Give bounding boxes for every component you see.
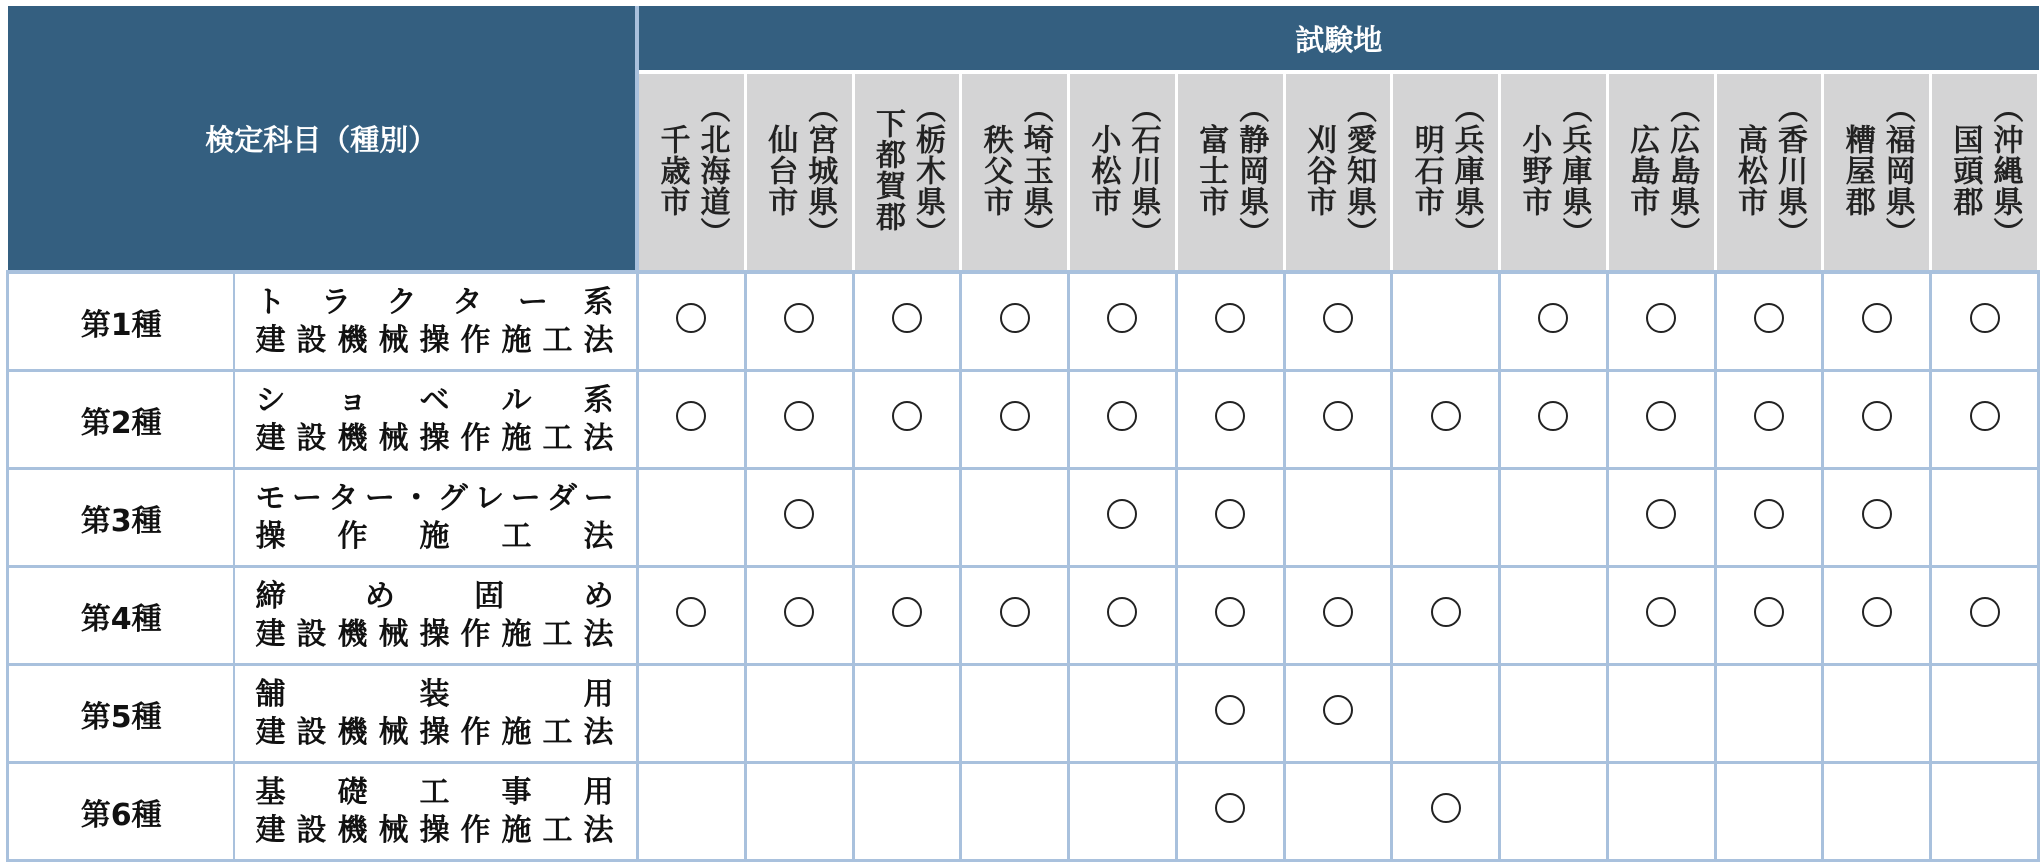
- circle-mark-icon: [1323, 303, 1353, 333]
- location-label: （広島県）広島市: [1624, 92, 1700, 248]
- site-header: 試験地: [637, 6, 2038, 72]
- subject-char: ー: [583, 480, 614, 516]
- availability-cell: [961, 272, 1069, 371]
- subject-char: ル: [501, 382, 532, 418]
- subject-char: 設: [296, 616, 327, 652]
- availability-cell: [745, 763, 853, 861]
- availability-cell: [745, 567, 853, 665]
- circle-mark-icon: [1431, 597, 1461, 627]
- availability-cell: [1607, 469, 1715, 567]
- availability-cell: [745, 469, 853, 567]
- availability-cell: [745, 272, 853, 371]
- subject-name: [234, 665, 637, 763]
- availability-cell: [1823, 763, 1931, 861]
- subject-char: タ: [328, 480, 359, 516]
- subject-char: 法: [583, 322, 614, 358]
- circle-mark-icon: [1215, 597, 1245, 627]
- location-header: [745, 72, 853, 272]
- availability-cell: [961, 763, 1069, 861]
- location-label: （香川県）高松市: [1731, 92, 1807, 248]
- availability-cell: [1500, 567, 1608, 665]
- subject-char: タ: [452, 284, 483, 320]
- availability-cell: [961, 665, 1069, 763]
- circle-mark-icon: [1215, 793, 1245, 823]
- kind-label: 第1種: [8, 272, 235, 371]
- subject-char: 操: [419, 322, 450, 358]
- availability-cell: [1931, 371, 2039, 469]
- subject-name: [234, 763, 637, 861]
- location-label: （栃木県）下都賀郡: [869, 92, 945, 248]
- availability-cell: [1715, 469, 1823, 567]
- availability-cell: [637, 371, 745, 469]
- circle-mark-icon: [1970, 597, 2000, 627]
- subject-char: 施: [419, 518, 450, 554]
- location-header: [853, 72, 961, 272]
- circle-mark-icon: [1646, 499, 1676, 529]
- circle-mark-icon: [1107, 597, 1137, 627]
- circle-mark-icon: [676, 303, 706, 333]
- circle-mark-icon: [892, 597, 922, 627]
- availability-cell: [1715, 567, 1823, 665]
- subject-char: ク: [386, 284, 417, 320]
- circle-mark-icon: [1000, 597, 1030, 627]
- subject-char: 工: [542, 616, 573, 652]
- circle-mark-icon: [1646, 303, 1676, 333]
- circle-mark-icon: [1970, 303, 2000, 333]
- subject-char: 施: [501, 812, 532, 848]
- availability-cell: [961, 371, 1069, 469]
- subject-char: 基: [255, 774, 286, 810]
- subject-char: 法: [583, 518, 614, 554]
- availability-cell: [1392, 567, 1500, 665]
- subject-char: 械: [378, 616, 409, 652]
- subject-line: [235, 284, 635, 322]
- availability-cell: [1069, 469, 1177, 567]
- availability-cell: [1284, 567, 1392, 665]
- subject-char: 工: [542, 714, 573, 750]
- availability-cell: [637, 763, 745, 861]
- subject-char: 設: [296, 812, 327, 848]
- availability-cell: [1284, 665, 1392, 763]
- subject-char: 操: [419, 420, 450, 456]
- subject-name: [234, 371, 637, 469]
- subject-line: [235, 578, 635, 616]
- table-row: [8, 272, 2039, 371]
- location-header: [961, 72, 1069, 272]
- circle-mark-icon: [1323, 401, 1353, 431]
- circle-mark-icon: [676, 401, 706, 431]
- availability-cell: [1284, 371, 1392, 469]
- availability-cell: [1931, 763, 2039, 861]
- circle-mark-icon: [1754, 499, 1784, 529]
- table-row: [8, 665, 2039, 763]
- subject-char: 用: [583, 774, 614, 810]
- circle-mark-icon: [1215, 695, 1245, 725]
- availability-cell: [1069, 567, 1177, 665]
- availability-cell: [1931, 272, 2039, 371]
- subject-char: 施: [501, 322, 532, 358]
- subject-line: [235, 322, 635, 360]
- availability-cell: [1392, 469, 1500, 567]
- location-header: [1176, 72, 1284, 272]
- location-label: （埼玉県）秩父市: [977, 92, 1053, 248]
- subject-char: 法: [583, 616, 614, 652]
- subject-name: [234, 272, 637, 371]
- subject-char: 施: [501, 420, 532, 456]
- availability-cell: [1500, 665, 1608, 763]
- availability-cell: [1500, 272, 1608, 371]
- subject-char: 設: [296, 714, 327, 750]
- location-label: （北海道）千歳市: [654, 92, 730, 248]
- availability-cell: [1392, 665, 1500, 763]
- subject-char: 機: [337, 616, 368, 652]
- circle-mark-icon: [1646, 597, 1676, 627]
- circle-mark-icon: [1970, 401, 2000, 431]
- location-header: [1607, 72, 1715, 272]
- subject-char: 作: [460, 812, 491, 848]
- circle-mark-icon: [784, 401, 814, 431]
- subject-char: シ: [255, 382, 286, 418]
- subject-char: 礎: [337, 774, 368, 810]
- circle-mark-icon: [784, 597, 814, 627]
- location-header: [1069, 72, 1177, 272]
- circle-mark-icon: [1323, 597, 1353, 627]
- subject-char: 法: [583, 812, 614, 848]
- subject-char: 械: [378, 714, 409, 750]
- availability-cell: [637, 567, 745, 665]
- table-row: [8, 469, 2039, 567]
- subject-char: グ: [437, 480, 468, 516]
- subject-char: 工: [542, 420, 573, 456]
- subject-char: 設: [296, 322, 327, 358]
- subject-char: 建: [255, 812, 286, 848]
- location-header: [1500, 72, 1608, 272]
- availability-cell: [1069, 371, 1177, 469]
- subject-char: ー: [291, 480, 322, 516]
- subject-char: 工: [501, 518, 532, 554]
- availability-cell: [1500, 763, 1608, 861]
- subject-char: ー: [517, 284, 548, 320]
- availability-cell: [1176, 272, 1284, 371]
- subject-char: レ: [474, 480, 505, 516]
- availability-cell: [1069, 272, 1177, 371]
- subject-char: 機: [337, 322, 368, 358]
- location-header: [1284, 72, 1392, 272]
- subject-char: 作: [337, 518, 368, 554]
- availability-cell: [1607, 567, 1715, 665]
- subject-line: [235, 616, 635, 654]
- availability-cell: [853, 665, 961, 763]
- availability-cell: [1607, 763, 1715, 861]
- subject-line: [235, 714, 635, 752]
- circle-mark-icon: [1323, 695, 1353, 725]
- circle-mark-icon: [1431, 793, 1461, 823]
- subject-char: 施: [501, 616, 532, 652]
- kind-label: 第6種: [8, 763, 235, 861]
- availability-cell: [1715, 763, 1823, 861]
- availability-cell: [1607, 272, 1715, 371]
- location-header: [637, 72, 745, 272]
- subject-char: 工: [419, 774, 450, 810]
- circle-mark-icon: [1431, 401, 1461, 431]
- circle-mark-icon: [1000, 303, 1030, 333]
- subject-name: [234, 567, 637, 665]
- availability-cell: [1500, 469, 1608, 567]
- availability-cell: [853, 371, 961, 469]
- availability-cell: [1176, 763, 1284, 861]
- availability-cell: [1931, 665, 2039, 763]
- availability-cell: [637, 469, 745, 567]
- subject-char: ダ: [547, 480, 578, 516]
- availability-cell: [853, 567, 961, 665]
- availability-cell: [853, 763, 961, 861]
- circle-mark-icon: [1107, 303, 1137, 333]
- location-label: （福岡県）糟屋郡: [1839, 92, 1915, 248]
- kind-label: 第3種: [8, 469, 235, 567]
- availability-cell: [637, 272, 745, 371]
- circle-mark-icon: [1862, 401, 1892, 431]
- location-header: [1931, 72, 2039, 272]
- subject-char: 作: [460, 322, 491, 358]
- availability-cell: [1392, 763, 1500, 861]
- availability-cell: [1176, 371, 1284, 469]
- subject-char: 操: [255, 518, 286, 554]
- circle-mark-icon: [1107, 401, 1137, 431]
- circle-mark-icon: [1754, 401, 1784, 431]
- location-label: （石川県）小松市: [1085, 92, 1161, 248]
- subject-char: 系: [583, 284, 614, 320]
- availability-cell: [1607, 371, 1715, 469]
- circle-mark-icon: [1538, 401, 1568, 431]
- subject-char: 機: [337, 812, 368, 848]
- availability-cell: [961, 469, 1069, 567]
- availability-cell: [1823, 469, 1931, 567]
- subject-char: 作: [460, 616, 491, 652]
- subject-char: 械: [378, 420, 409, 456]
- availability-cell: [1176, 469, 1284, 567]
- subject-char: モ: [255, 480, 286, 516]
- availability-cell: [1392, 272, 1500, 371]
- table-body: [8, 272, 2039, 861]
- availability-cell: [1176, 665, 1284, 763]
- availability-cell: [1500, 371, 1608, 469]
- circle-mark-icon: [1646, 401, 1676, 431]
- subject-line: [235, 420, 635, 458]
- availability-cell: [1392, 371, 1500, 469]
- subject-char: 建: [255, 322, 286, 358]
- subject-char: 事: [501, 774, 532, 810]
- subject-char: 締: [255, 578, 286, 614]
- subject-char: 系: [583, 382, 614, 418]
- circle-mark-icon: [1754, 303, 1784, 333]
- subject-header: 検定科目（種別）: [8, 6, 638, 272]
- location-label: （沖縄県）国頭郡: [1947, 92, 2023, 248]
- availability-cell: [1715, 272, 1823, 371]
- location-header: [1715, 72, 1823, 272]
- circle-mark-icon: [1215, 303, 1245, 333]
- location-label: （愛知県）刈谷市: [1300, 92, 1376, 248]
- subject-char: 械: [378, 322, 409, 358]
- availability-cell: [1823, 371, 1931, 469]
- subject-char: 装: [419, 676, 450, 712]
- subject-char: 操: [419, 616, 450, 652]
- kind-label: 第4種: [8, 567, 235, 665]
- availability-cell: [1284, 469, 1392, 567]
- subject-char: 作: [460, 420, 491, 456]
- circle-mark-icon: [1107, 499, 1137, 529]
- circle-mark-icon: [676, 597, 706, 627]
- subject-char: 作: [460, 714, 491, 750]
- circle-mark-icon: [1000, 401, 1030, 431]
- subject-char: 建: [255, 714, 286, 750]
- subject-char: 械: [378, 812, 409, 848]
- subject-char: 法: [583, 714, 614, 750]
- subject-char: 設: [296, 420, 327, 456]
- circle-mark-icon: [892, 401, 922, 431]
- availability-cell: [1931, 469, 2039, 567]
- subject-char: 建: [255, 420, 286, 456]
- circle-mark-icon: [784, 303, 814, 333]
- circle-mark-icon: [1862, 303, 1892, 333]
- table-row: [8, 371, 2039, 469]
- subject-line: [235, 480, 635, 518]
- subject-char: ラ: [321, 284, 352, 320]
- subject-char: 建: [255, 616, 286, 652]
- availability-cell: [1069, 665, 1177, 763]
- location-label: （静岡県）富士市: [1193, 92, 1269, 248]
- circle-mark-icon: [1538, 303, 1568, 333]
- table-row: [8, 567, 2039, 665]
- circle-mark-icon: [1754, 597, 1784, 627]
- availability-cell: [1931, 567, 2039, 665]
- subject-char: ー: [510, 480, 541, 516]
- subject-char: め: [583, 578, 614, 614]
- subject-char: ・: [401, 480, 432, 516]
- circle-mark-icon: [892, 303, 922, 333]
- location-label: （宮城県）仙台市: [762, 92, 838, 248]
- subject-name: [234, 469, 637, 567]
- availability-cell: [961, 567, 1069, 665]
- availability-cell: [1715, 665, 1823, 763]
- subject-char: ー: [364, 480, 395, 516]
- circle-mark-icon: [1862, 597, 1892, 627]
- circle-mark-icon: [1215, 401, 1245, 431]
- subject-char: ト: [255, 284, 286, 320]
- subject-char: 舗: [255, 676, 286, 712]
- subject-line: [235, 774, 635, 812]
- subject-char: 工: [542, 322, 573, 358]
- availability-cell: [1823, 567, 1931, 665]
- circle-mark-icon: [1862, 499, 1892, 529]
- kind-label: 第5種: [8, 665, 235, 763]
- availability-cell: [853, 272, 961, 371]
- subject-char: 機: [337, 420, 368, 456]
- availability-cell: [745, 665, 853, 763]
- kind-label: 第2種: [8, 371, 235, 469]
- subject-line: [235, 812, 635, 850]
- availability-cell: [1715, 371, 1823, 469]
- availability-cell: [1823, 665, 1931, 763]
- subject-char: 機: [337, 714, 368, 750]
- availability-cell: [1607, 665, 1715, 763]
- circle-mark-icon: [784, 499, 814, 529]
- availability-cell: [1284, 763, 1392, 861]
- availability-cell: [1176, 567, 1284, 665]
- subject-line: [235, 518, 635, 556]
- subject-char: 操: [419, 812, 450, 848]
- availability-cell: [1823, 272, 1931, 371]
- subject-char: 固: [474, 578, 505, 614]
- subject-line: [235, 676, 635, 714]
- availability-cell: [637, 665, 745, 763]
- location-label: （兵庫県）明石市: [1408, 92, 1484, 248]
- subject-char: 用: [583, 676, 614, 712]
- subject-char: ベ: [419, 382, 450, 418]
- location-label: （兵庫県）小野市: [1516, 92, 1592, 248]
- subject-char: め: [364, 578, 395, 614]
- availability-cell: [853, 469, 961, 567]
- subject-char: 施: [501, 714, 532, 750]
- subject-char: 操: [419, 714, 450, 750]
- subject-char: ョ: [337, 382, 368, 418]
- subject-line: [235, 382, 635, 420]
- subject-char: 工: [542, 812, 573, 848]
- location-header: [1823, 72, 1931, 272]
- subject-char: 法: [583, 420, 614, 456]
- location-header: [1392, 72, 1500, 272]
- availability-cell: [1069, 763, 1177, 861]
- availability-cell: [745, 371, 853, 469]
- circle-mark-icon: [1215, 499, 1245, 529]
- exam-sites-table: [6, 6, 2040, 862]
- availability-cell: [1284, 272, 1392, 371]
- table-row: [8, 763, 2039, 861]
